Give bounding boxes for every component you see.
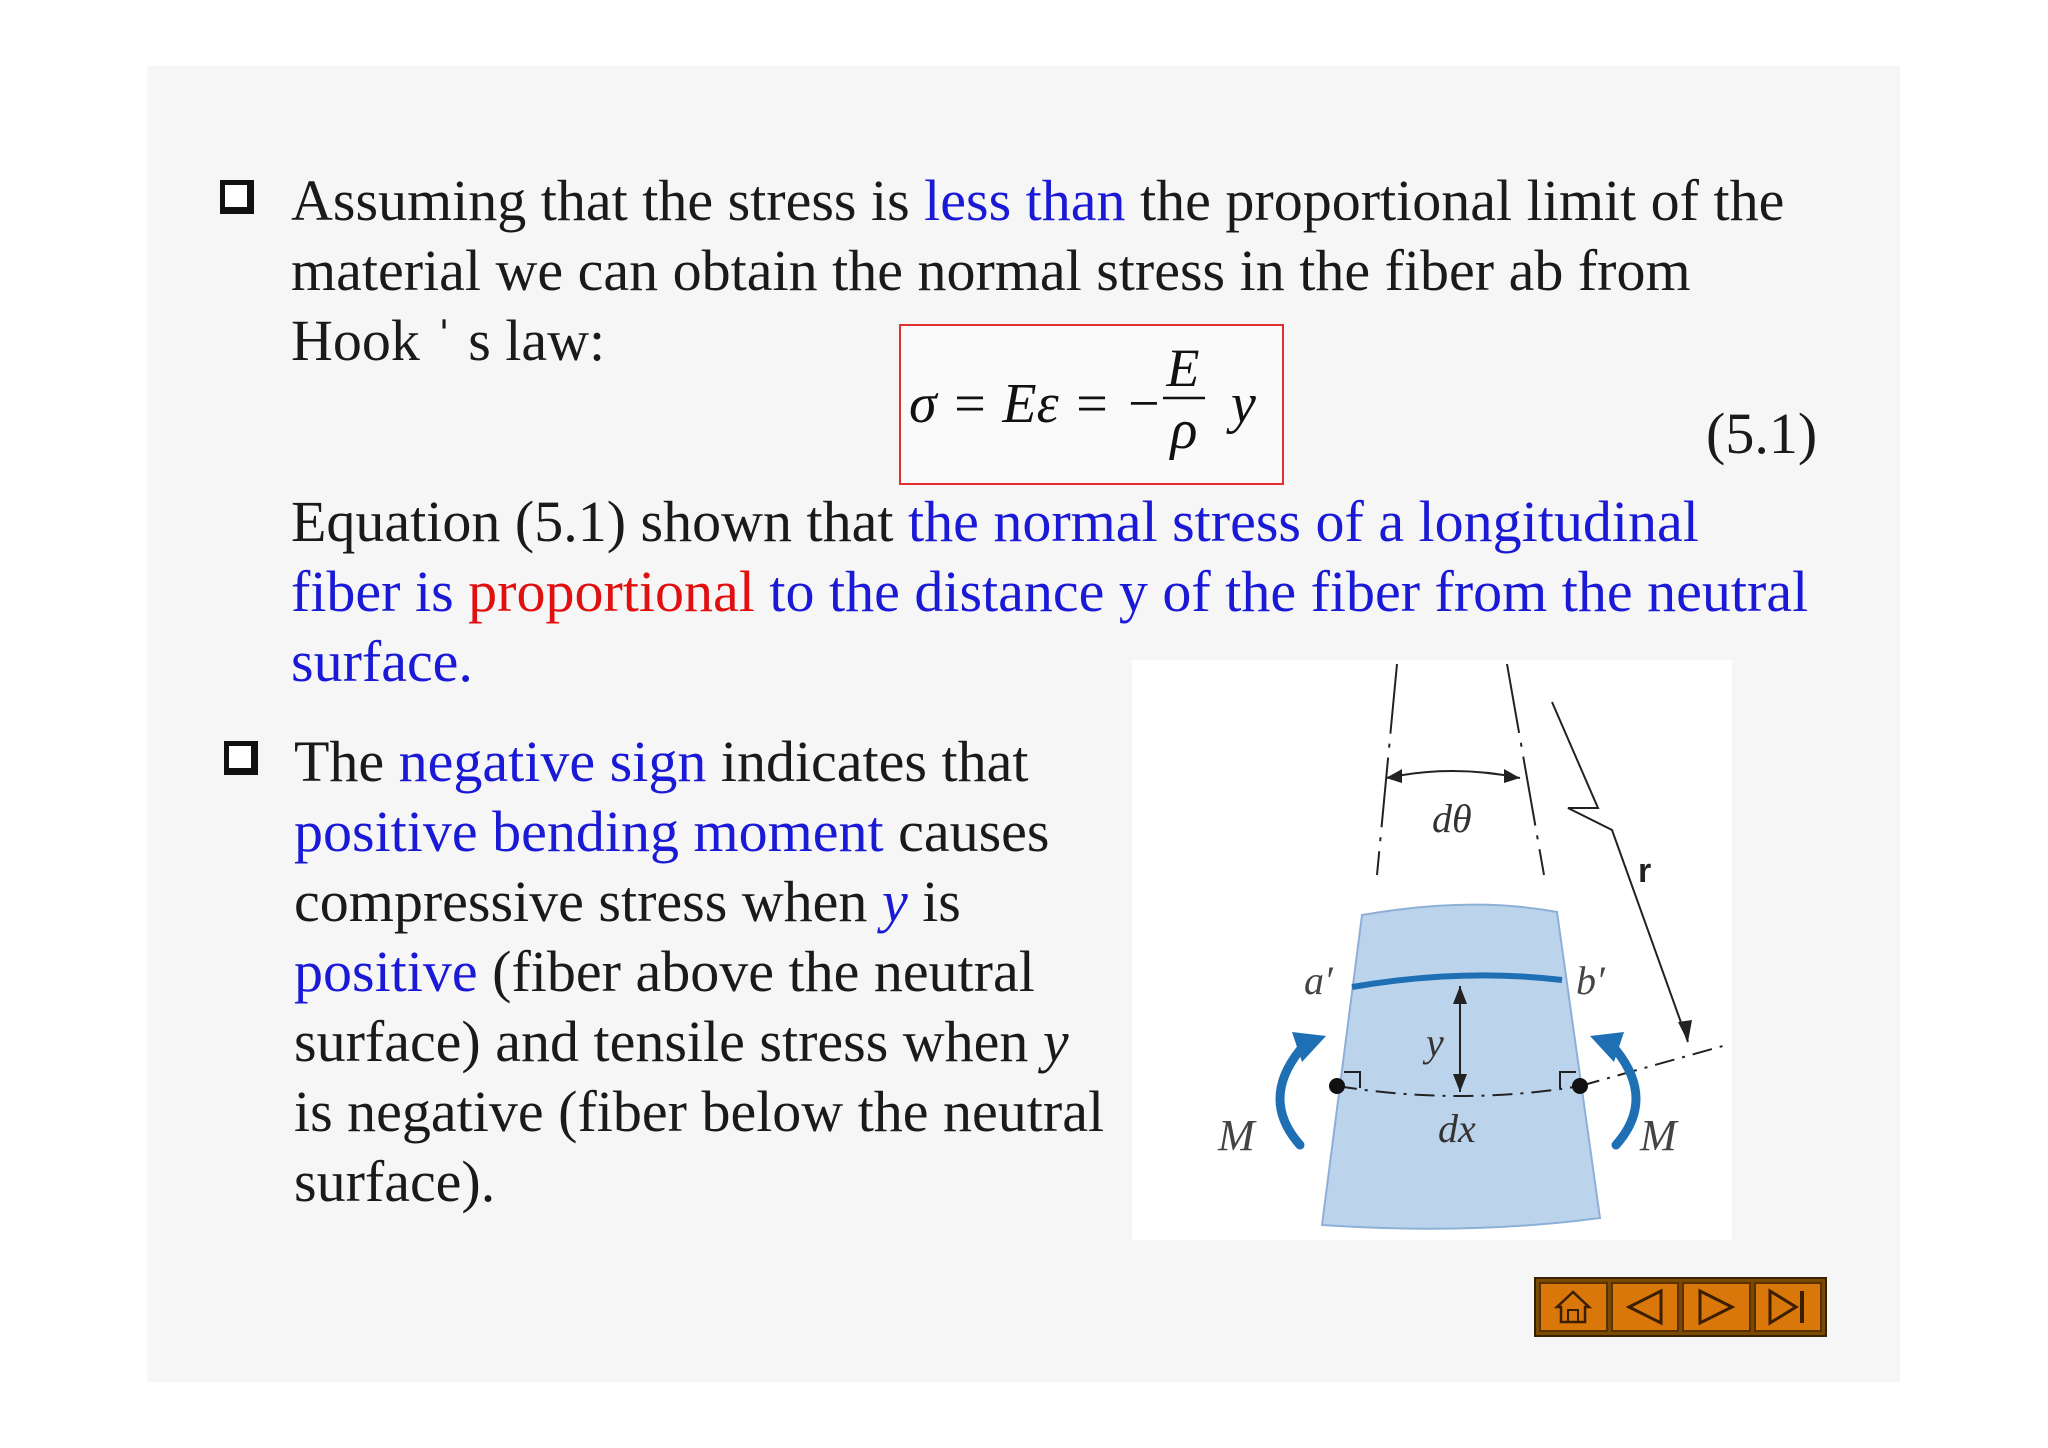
text-run: compressive stress when	[294, 869, 882, 934]
text-run: surface) and tensile stress when	[294, 1009, 1043, 1074]
last-slide-button[interactable]	[1754, 1282, 1823, 1332]
bullet-checkbox-icon	[220, 180, 254, 214]
a-prime-label: a′	[1304, 958, 1333, 1003]
left-moment-label: M	[1218, 1111, 1255, 1160]
text-run: indicates that	[706, 729, 1029, 794]
equation-box	[899, 324, 1284, 485]
paragraph-3-line-4	[294, 937, 1035, 1007]
text-highlight: positive bending moment	[294, 799, 884, 864]
paragraph-2-line-2	[291, 557, 1808, 627]
y-label: y	[1426, 1020, 1444, 1065]
radius-label: r	[1638, 852, 1652, 890]
arrowhead	[1504, 769, 1520, 783]
text-highlight: negative sign	[398, 729, 707, 794]
equation-number: (5.1)	[1706, 401, 1818, 466]
paragraph-3-line-3	[294, 867, 961, 937]
equation-formula	[901, 326, 1282, 483]
text-highlight: less than	[924, 168, 1126, 233]
b-prime-label: b′	[1576, 958, 1605, 1003]
beam-element-figure	[1132, 660, 1732, 1240]
left-moment-arrow	[1280, 1050, 1300, 1145]
arrowhead	[1678, 1020, 1692, 1042]
right-moment-arrow	[1616, 1050, 1636, 1145]
dx-label: dx	[1438, 1106, 1476, 1151]
text-italic: y	[1042, 1009, 1069, 1074]
paragraph-1-line-3: Hook ˈ s law:	[291, 308, 606, 373]
text-highlight: the normal stress of a longitudinal	[907, 489, 1699, 554]
right-radial-line	[1507, 664, 1544, 875]
extension-line	[1580, 1044, 1730, 1086]
equation-variable: y	[1231, 373, 1256, 435]
paragraph-3-line-2	[294, 797, 1049, 867]
previous-icon	[1623, 1287, 1667, 1327]
text-run: The	[294, 729, 399, 794]
dtheta-arc	[1386, 771, 1520, 778]
right-moment-label: M	[1640, 1111, 1677, 1160]
bullet-checkbox-icon	[224, 741, 258, 775]
last-icon	[1766, 1287, 1810, 1327]
paragraph-3-line-5	[294, 1007, 1069, 1077]
slide-navigation	[1534, 1277, 1827, 1337]
text-run: is	[907, 869, 961, 934]
radius-line	[1552, 702, 1688, 1042]
next-slide-button[interactable]	[1682, 1282, 1751, 1332]
text-run: (fiber above the neutral	[477, 939, 1035, 1004]
point-a	[1329, 1078, 1345, 1094]
equation-denominator: ρ	[1170, 399, 1198, 461]
text-highlight: positive	[294, 939, 478, 1004]
text-run: Equation (5.1) shown that	[291, 489, 908, 554]
equation-lhs: σ = Eε = −	[909, 373, 1163, 435]
text-highlight: to the distance y of the fiber from the neutral	[754, 559, 1809, 624]
home-button[interactable]	[1539, 1282, 1608, 1332]
text-run: the proportional limit of the	[1125, 168, 1785, 233]
paragraph-2-line-3: surface.	[291, 629, 473, 694]
text-run: Assuming that the stress is	[291, 168, 925, 233]
next-icon	[1694, 1287, 1738, 1327]
text-highlight: fiber is	[291, 559, 469, 624]
text-run: causes	[883, 799, 1050, 864]
paragraph-3-line-7: surface).	[294, 1149, 496, 1214]
beam-element-diagram	[1132, 660, 1732, 1240]
dtheta-label: dθ	[1432, 796, 1472, 841]
point-b	[1572, 1078, 1588, 1094]
paragraph-3-line-1	[294, 727, 1028, 797]
left-radial-line	[1377, 664, 1397, 875]
arrowhead	[1386, 769, 1402, 783]
home-icon	[1553, 1287, 1593, 1327]
paragraph-1-line-1	[291, 166, 1784, 236]
paragraph-2-line-1	[291, 487, 1699, 557]
paragraph-1-line-2: material we can obtain the normal stress in the fiber ab from	[291, 238, 1691, 303]
previous-slide-button[interactable]	[1611, 1282, 1680, 1332]
equation-numerator: E	[1166, 338, 1200, 398]
text-highlight: y	[881, 869, 908, 934]
paragraph-3-line-6: is negative (fiber below the neutral	[294, 1079, 1105, 1144]
text-emphasis: proportional	[468, 559, 755, 624]
